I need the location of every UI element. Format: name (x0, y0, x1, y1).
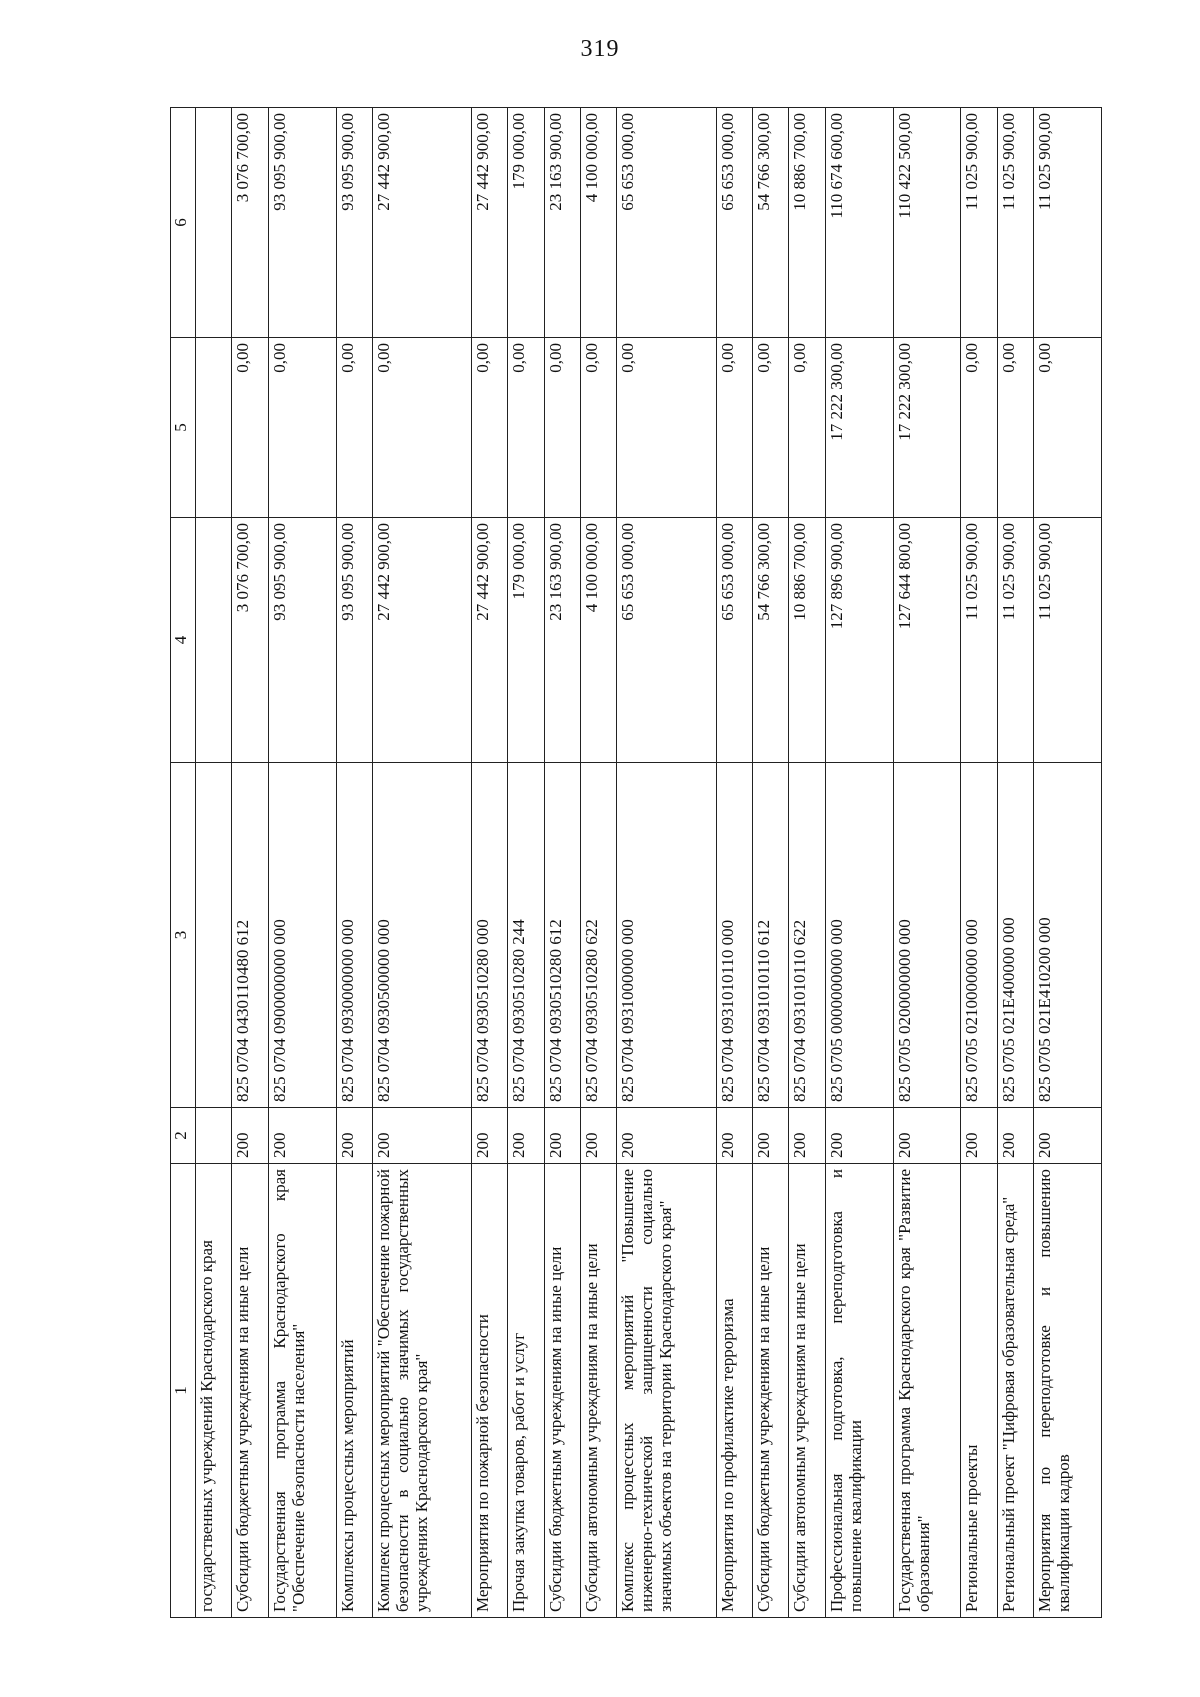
table-row (893, 108, 961, 1618)
row-budget-classification: 825 0705 0210000000 000 (961, 763, 997, 1108)
table-row (961, 108, 997, 1618)
row-code: 200 (1034, 1108, 1102, 1164)
header-col-3: 3 (171, 763, 196, 1108)
row-amount-col4: 11 025 900,00 (997, 518, 1033, 763)
row-name: Региональный проект "Цифровая образовательная среда" (997, 1164, 1033, 1618)
row-amount-col6: 10 886 700,00 (789, 108, 825, 338)
row-code: 200 (232, 1108, 268, 1164)
row-amount-col4: 65 653 000,00 (716, 518, 752, 763)
row-amount-col5: 0,00 (232, 338, 268, 518)
row-amount-col4: 3 076 700,00 (232, 518, 268, 763)
header-col-1: 1 (171, 1164, 196, 1618)
row-name: Субсидии бюджетным учреждениям на иные цели (753, 1164, 789, 1618)
row-amount-col4: 93 095 900,00 (268, 518, 336, 763)
row-code: 200 (617, 1108, 716, 1164)
row-amount-col6: 3 076 700,00 (232, 108, 268, 338)
row-code: 200 (544, 1108, 580, 1164)
header-col-4: 4 (171, 518, 196, 763)
row-name: Мероприятия по профилактике терроризма (716, 1164, 752, 1618)
row-budget-classification: 825 0705 0000000000 000 (825, 763, 893, 1108)
row-amount-col5: 0,00 (1034, 338, 1102, 518)
table-row (196, 108, 232, 1618)
row-name: Прочая закупка товаров, работ и услуг (508, 1164, 544, 1618)
row-name: Комплекс процессных мероприятий "Обеспечение пожарной безопасности в социально значимых государственных учреждениях Краснодарского края" (372, 1164, 471, 1618)
row-amount-col4: 11 025 900,00 (961, 518, 997, 763)
row-amount-col6: 93 095 900,00 (268, 108, 336, 338)
row-name: Субсидии бюджетным учреждениям на иные цели (232, 1164, 268, 1618)
row-budget-classification: 825 0704 0930510280 000 (472, 763, 508, 1108)
table-row (336, 108, 372, 1618)
row-amount-col6: 93 095 900,00 (336, 108, 372, 338)
row-name: Комплекс процессных мероприятий "Повышение инженерно-технической защищенности социально значимых объектов на территории Краснодарского края" (617, 1164, 716, 1618)
row-amount-col4 (196, 518, 232, 763)
row-amount-col4: 23 163 900,00 (544, 518, 580, 763)
row-code: 200 (268, 1108, 336, 1164)
header-col-5: 5 (171, 338, 196, 518)
table-row (753, 108, 789, 1618)
table-row (716, 108, 752, 1618)
row-budget-classification: 825 0704 0930510280 244 (508, 763, 544, 1108)
row-amount-col5: 0,00 (581, 338, 617, 518)
row-name: Государственная программа Краснодарского края "Обеспечение безопасности населения" (268, 1164, 336, 1618)
row-amount-col4: 127 644 800,00 (893, 518, 961, 763)
row-name: Субсидии бюджетным учреждениям на иные цели (544, 1164, 580, 1618)
row-amount-col5: 17 222 300,00 (825, 338, 893, 518)
row-amount-col6: 65 653 000,00 (716, 108, 752, 338)
row-amount-col4: 27 442 900,00 (372, 518, 471, 763)
row-code: 200 (508, 1108, 544, 1164)
row-amount-col6: 27 442 900,00 (372, 108, 471, 338)
row-amount-col4: 93 095 900,00 (336, 518, 372, 763)
row-amount-col5: 0,00 (508, 338, 544, 518)
rotated-table-container (170, 108, 1102, 1618)
row-budget-classification: 825 0704 0900000000 000 (268, 763, 336, 1108)
row-amount-col4: 179 000,00 (508, 518, 544, 763)
row-amount-col4: 65 653 000,00 (617, 518, 716, 763)
row-amount-col5: 0,00 (544, 338, 580, 518)
row-budget-classification: 825 0704 0930510280 622 (581, 763, 617, 1108)
row-amount-col4: 54 766 300,00 (753, 518, 789, 763)
row-code: 200 (336, 1108, 372, 1164)
row-code: 200 (753, 1108, 789, 1164)
table-row (544, 108, 580, 1618)
row-code (196, 1108, 232, 1164)
row-amount-col6: 11 025 900,00 (961, 108, 997, 338)
header-row (171, 108, 196, 1618)
table-row (581, 108, 617, 1618)
row-code: 200 (789, 1108, 825, 1164)
row-code: 200 (961, 1108, 997, 1164)
row-amount-col5 (196, 338, 232, 518)
row-amount-col5: 0,00 (753, 338, 789, 518)
row-amount-col4: 27 442 900,00 (472, 518, 508, 763)
row-budget-classification: 825 0705 021Е400000 000 (997, 763, 1033, 1108)
row-amount-col6: 23 163 900,00 (544, 108, 580, 338)
table-row (268, 108, 336, 1618)
row-budget-classification (196, 763, 232, 1108)
row-amount-col5: 17 222 300,00 (893, 338, 961, 518)
table-row (789, 108, 825, 1618)
table-row (472, 108, 508, 1618)
row-amount-col5: 0,00 (336, 338, 372, 518)
row-amount-col6: 11 025 900,00 (997, 108, 1033, 338)
row-code: 200 (581, 1108, 617, 1164)
row-code: 200 (472, 1108, 508, 1164)
row-name: государственных учреждений Краснодарского края (196, 1164, 232, 1618)
row-amount-col6: 54 766 300,00 (753, 108, 789, 338)
row-code: 200 (372, 1108, 471, 1164)
row-budget-classification: 825 0704 0931010110 000 (716, 763, 752, 1108)
row-amount-col6: 4 100 000,00 (581, 108, 617, 338)
row-code: 200 (997, 1108, 1033, 1164)
row-amount-col6 (196, 108, 232, 338)
row-name: Государственная программа Краснодарского края "Развитие образования" (893, 1164, 961, 1618)
row-name: Мероприятия по переподготовке и повышению квалификации кадров (1034, 1164, 1102, 1618)
budget-table (170, 107, 1102, 1618)
row-amount-col5: 0,00 (961, 338, 997, 518)
header-col-6: 6 (171, 108, 196, 338)
row-budget-classification: 825 0704 0430110480 612 (232, 763, 268, 1108)
table-row (825, 108, 893, 1618)
row-budget-classification: 825 0704 0931000000 000 (617, 763, 716, 1108)
table-row (1034, 108, 1102, 1618)
row-amount-col5: 0,00 (372, 338, 471, 518)
row-name: Мероприятия по пожарной безопасности (472, 1164, 508, 1618)
page-number: 319 (580, 36, 620, 62)
row-code: 200 (716, 1108, 752, 1164)
row-amount-col4: 4 100 000,00 (581, 518, 617, 763)
table-row (617, 108, 716, 1618)
header-col-2: 2 (171, 1108, 196, 1164)
row-name: Профессиональная подготовка, переподготовка и повышение квалификации (825, 1164, 893, 1618)
row-budget-classification: 825 0704 0930510280 612 (544, 763, 580, 1108)
row-amount-col6: 110 674 600,00 (825, 108, 893, 338)
row-amount-col5: 0,00 (472, 338, 508, 518)
row-budget-classification: 825 0705 0200000000 000 (893, 763, 961, 1108)
row-amount-col5: 0,00 (997, 338, 1033, 518)
row-amount-col6: 110 422 500,00 (893, 108, 961, 338)
row-budget-classification: 825 0704 0930000000 000 (336, 763, 372, 1108)
row-amount-col4: 10 886 700,00 (789, 518, 825, 763)
row-budget-classification: 825 0704 0930500000 000 (372, 763, 471, 1108)
row-budget-classification: 825 0704 0931010110 612 (753, 763, 789, 1108)
row-amount-col5: 0,00 (789, 338, 825, 518)
table-body (196, 108, 1102, 1618)
row-name: Субсидии автономным учреждениям на иные цели (789, 1164, 825, 1618)
table-header (171, 108, 196, 1618)
row-amount-col4: 127 896 900,00 (825, 518, 893, 763)
table-row (997, 108, 1033, 1618)
row-code: 200 (893, 1108, 961, 1164)
row-amount-col6: 179 000,00 (508, 108, 544, 338)
row-name: Комплексы процессных мероприятий (336, 1164, 372, 1618)
row-budget-classification: 825 0704 0931010110 622 (789, 763, 825, 1108)
row-amount-col6: 65 653 000,00 (617, 108, 716, 338)
table-row (232, 108, 268, 1618)
row-name: Субсидии автономным учреждениям на иные цели (581, 1164, 617, 1618)
table-row (372, 108, 471, 1618)
row-code: 200 (825, 1108, 893, 1164)
row-amount-col6: 27 442 900,00 (472, 108, 508, 338)
row-amount-col6: 11 025 900,00 (1034, 108, 1102, 338)
row-budget-classification: 825 0705 021Е410200 000 (1034, 763, 1102, 1108)
row-amount-col5: 0,00 (268, 338, 336, 518)
table-row (508, 108, 544, 1618)
row-amount-col5: 0,00 (617, 338, 716, 518)
row-name: Региональные проекты (961, 1164, 997, 1618)
row-amount-col4: 11 025 900,00 (1034, 518, 1102, 763)
row-amount-col5: 0,00 (716, 338, 752, 518)
